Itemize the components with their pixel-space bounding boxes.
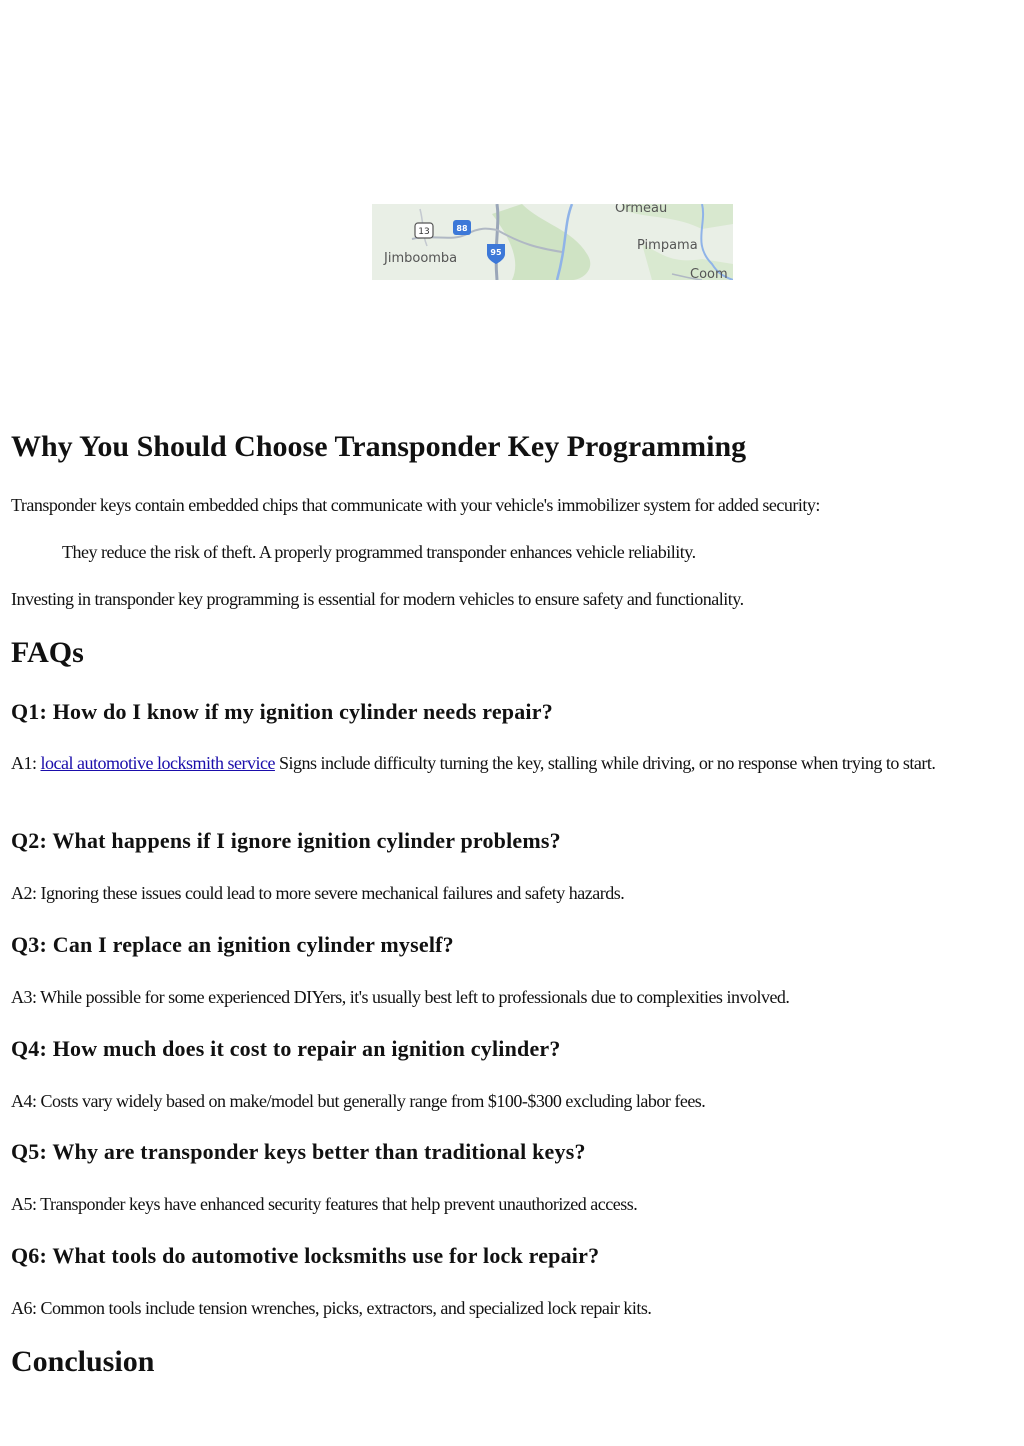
locksmith-service-link[interactable]: local automotive locksmith service [40, 753, 275, 773]
faq-answer-1 [11, 750, 1011, 776]
map-image [372, 204, 733, 280]
faq-answer-6: A6: Common tools include tension wrenches, picks, extractors, and specialized lock repair kits. [11, 1298, 652, 1318]
route-88-label: 88 [456, 224, 468, 233]
route-13-shield [415, 223, 433, 238]
route-88-shield [453, 220, 471, 235]
route-95-label: 95 [490, 248, 502, 257]
route-13-label: 13 [418, 227, 430, 237]
faq-question-1: Q1: How do I know if my ignition cylinder needs repair? [11, 699, 553, 724]
why-closing-paragraph: Investing in transponder key programming is essential for modern vehicles to ensure safety and functionality. [11, 589, 744, 609]
why-indented-paragraph: They reduce the risk of theft. A properly programmed transponder enhances vehicle reliability. [62, 542, 696, 562]
faq-answer-4: A4: Costs vary widely based on make/model but generally range from $100-$300 excluding labor fees. [11, 1091, 706, 1111]
why-intro-paragraph: Transponder keys contain embedded chips that communicate with your vehicle's immobilizer system for added security: [11, 495, 820, 515]
map-label-coomera: Coom [690, 267, 728, 280]
faq-answer-1-prefix: A1: [11, 753, 41, 773]
faq-question-6: Q6: What tools do automotive locksmiths use for lock repair? [11, 1243, 600, 1268]
map-label-jimboomba: Jimboomba [384, 251, 458, 266]
faqs-heading: FAQs [11, 636, 84, 669]
faq-answer-2: A2: Ignoring these issues could lead to more severe mechanical failures and safety hazards. [11, 883, 625, 903]
conclusion-heading: Conclusion [11, 1345, 155, 1378]
faq-question-4: Q4: How much does it cost to repair an ignition cylinder? [11, 1036, 561, 1061]
faq-question-5: Q5: Why are transponder keys better than traditional keys? [11, 1139, 586, 1164]
faq-question-2: Q2: What happens if I ignore ignition cylinder problems? [11, 828, 561, 853]
faq-answer-1-text: Signs include difficulty turning the key, stalling while driving, or no response when trying to start. [274, 753, 936, 773]
map-label-ormeau: Ormeau [615, 204, 668, 216]
faq-answer-3: A3: While possible for some experienced DIYers, it's usually best left to professionals due to complexities involved. [11, 987, 790, 1007]
section-heading-why: Why You Should Choose Transponder Key Programming [11, 430, 747, 463]
faq-question-3: Q3: Can I replace an ignition cylinder myself? [11, 932, 454, 957]
faq-answer-5: A5: Transponder keys have enhanced security features that help prevent unauthorized access. [11, 1194, 638, 1214]
map-label-pimpama: Pimpama [637, 238, 698, 253]
